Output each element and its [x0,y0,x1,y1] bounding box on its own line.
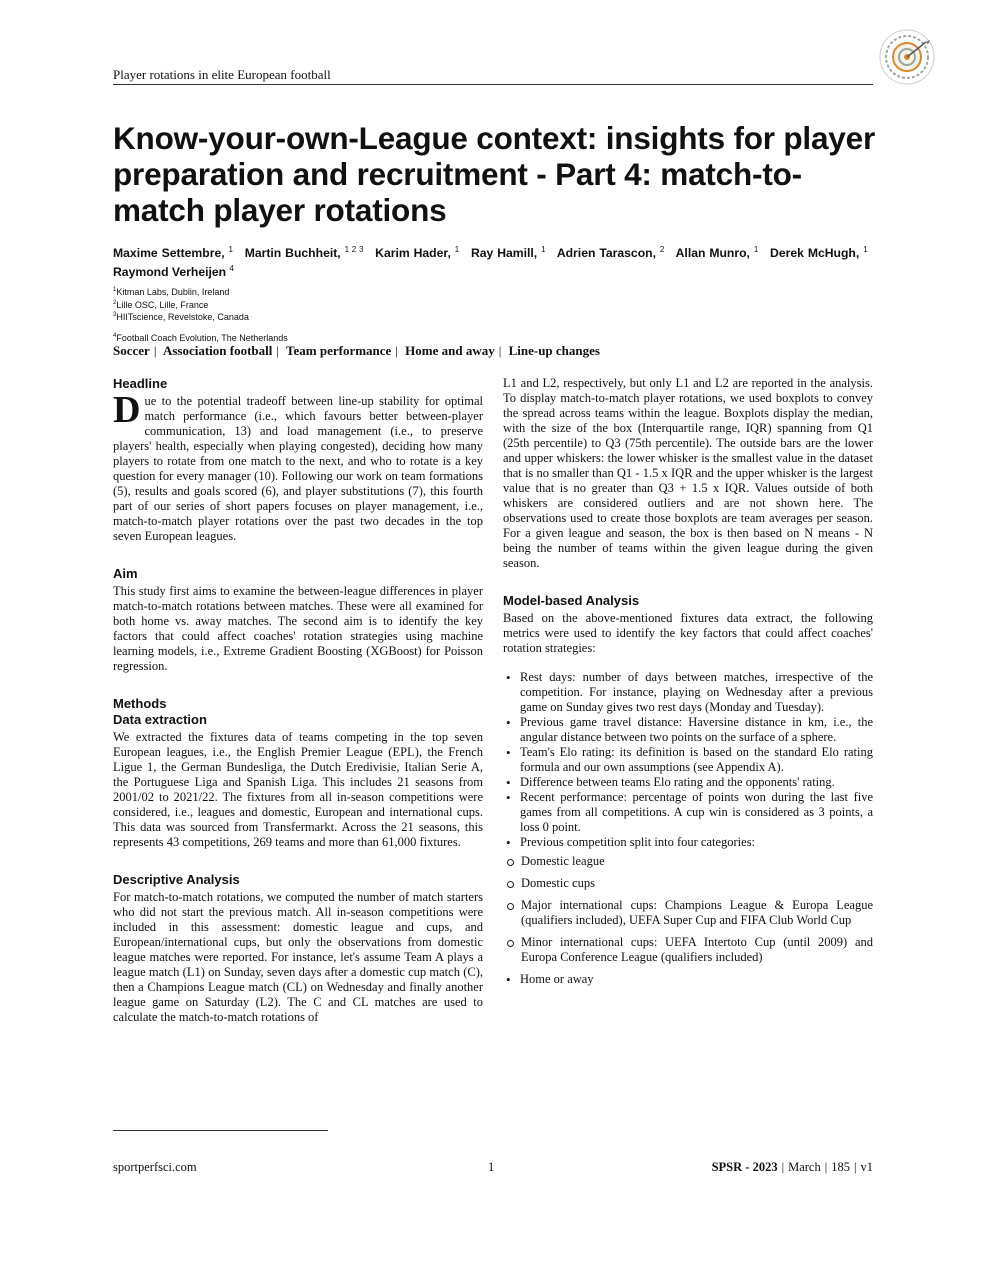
author: Ray Hamill, $^1$ [470,245,546,261]
methods-heading: Methods [113,696,167,711]
headline-paragraph: Due to the potential tradeoff between line-up stability for optimal match performance (i.e., which favours better between-player communication, 13) and load management (i.e., to preserve players' health, especially when playing congested), deciding how many players to rotate from one match to the next, and who to rotate is a key question for every manager (10). Following our work on team formations (5), results and goals scored (6), and player substitutions (7), this fourth part of our series of short papers focuses on player management, i.e., match-to-match player rotations over the past two decades in the top seven European leagues. [113,389,483,543]
aim-paragraph: This study first aims to examine the between-league differences in player match-to-match rotations between matches. These were all examined for both home vs. away matches. The second aim is to identify the key factors that could affect coaches' rotation strategies using machine learning models, i.e., Extreme Gradient Boosting (XGBoost) for Poisson regression. [113,584,483,673]
keyword: Line-up changes [508,343,600,358]
author: Derek McHugh, $^1$ [770,245,868,261]
header-rule [113,84,873,85]
left-column [113,376,483,1025]
affiliation: $^3$HIITscience, Revelstoke, Canada [113,312,249,322]
author-list [113,242,875,280]
journal-name: SPSR - 2023 [711,1160,778,1174]
issue-month: March [788,1160,821,1174]
keyword-separator: | [498,343,502,358]
page-number: 1 [488,1160,495,1174]
competition-category-list [503,854,873,965]
metric-list [503,670,873,987]
keyword: Association football [162,343,273,358]
list-item: • Difference between teams Elo rating and the opponents' rating. [503,775,873,790]
drop-cap: D [113,389,141,431]
list-item: • Rest days: number of days between matches, irrespective of the competition. For instance, playing on Wednesday after a previous game on Sunday gives two rest days (Monday and Tuesday). [503,670,873,715]
aim-heading: Aim [113,566,138,581]
affiliation: $^4$Football Coach Evolution, The Netherlands [113,332,288,343]
keyword-separator: | [276,343,279,358]
author: Martin Buchheit, $^{1 2 3}$ [244,245,364,261]
keyword: Soccer [113,343,150,358]
affiliation-list [113,285,613,343]
keyword: Team performance [286,343,392,358]
list-item: • Previous game travel distance: Haversine distance in km, i.e., the angular distance between two points on the surface of a sphere. [503,715,873,745]
affiliation: $^2$Lille OSC, Lille, France [113,299,209,310]
keyword-separator: | [153,343,157,358]
keyword-separator: | [395,343,398,358]
paper-title: Know-your-own-League context: insights for player preparation and recruitment - Part 4: match-to-match player rotations [113,120,875,228]
affiliation: $^1$Kitman Labs, Dublin, Ireland [113,287,230,297]
model-analysis-heading: Model-based Analysis [503,593,640,608]
right-column [503,376,873,987]
descriptive-analysis-paragraph: For match-to-match rotations, we computed the number of match starters who did not start the previous match. All in-season competitions were included in this assessment: domestic league and cups, and European/international cups, but only the observations from domestic league matches were reported. For instance, let's assume Team A plays a league match (L1) on Sunday, seven days after a domestic cup match (C), then a Champions League match (CL) on Wednesday and finally another league game on Saturday (L2). The C and CL matches are used to calculate the match-to-match rotations of [113,890,483,1024]
model-analysis-intro: Based on the above-mentioned fixtures data extract, the following metrics were used to identify the key factors that could affect coaches' rotation strategies: [503,611,873,655]
running-header: Player rotations in elite European football [113,67,331,82]
list-item: Minor international cups: UEFA Intertoto Cup (until 2009) and Europa Conference League (qualifiers included) [503,935,873,965]
headline-heading: Headline [113,376,168,391]
boxplot-method-paragraph: L1 and L2, respectively, but only L1 and L2 are reported in the analysis. To display match-to-match player rotations, we used boxplots to convey the spread across teams within the league. Boxplots display the median, with the size of the box (Interquartile range, IQR) spanning from Q1 (25th percentile) to Q3 (75th percentile). The outside bars are the lower and upper whiskers: the lower whisker is the smallest value in the dataset that is no smaller than Q1 - 1.5 x IQR and the upper whisker is the largest value that is no greater than Q3 + 1.5 x IQR. Values outside of both whiskers are considered outliers and are not shown here. The observations used to create those boxplots are team averages per season. For a given league and season, the box is then based on N means - N being the number of teams within the given league during the given season. [503,376,873,570]
list-item: • Recent performance: percentage of points won during the last five games from all competitions. A cup win is considered as 3 points, a loss 0 point. [503,790,873,835]
author: Adrien Tarascon, $^2$ [556,245,665,261]
author: Maxime Settembre, $^1$ [113,245,233,261]
issue-number: 185 [831,1160,850,1174]
data-extraction-heading: Data extraction [113,712,207,727]
sport-performance-science-badge-icon [878,28,936,86]
list-item: Major international cups: Champions League & Europa League (qualifiers included), UEFA Super Cup and FIFA Club World Cup [503,898,873,928]
version: v1 [860,1160,873,1174]
list-item: • Team's Elo rating: its definition is based on the standard Elo rating formula and our own assumptions (see Appendix A). [503,745,873,775]
author: Raymond Verheijen $^4$ [113,264,234,280]
author: Karim Hader, $^1$ [375,245,460,261]
descriptive-analysis-heading: Descriptive Analysis [113,872,240,887]
author: Allan Munro, $^1$ [675,245,759,261]
keyword-list [113,343,873,359]
footnote-rule [113,1130,328,1131]
keyword: Home and away [405,343,495,358]
data-extraction-paragraph: We extracted the fixtures data of teams competing in the top seven European leagues, i.e., the English Premier League (EPL), the French Ligue 1, the German Bundesliga, the Dutch Eredivisie, Italian Serie A, the Portuguese Liga and Spanish Liga. This includes 21 seasons from 2001/02 to 2021/22. The fixtures from all in-season competitions were considered, i.e., leagues and domestic, European and international cups. This data was sourced from Transfermarkt. Across the 21 seasons, this represents 43 competitions, 269 teams and more than 61,000 fixtures. [113,730,483,849]
footer-citation: SPSR - 2023 | March | 185 | v1 [711,1160,873,1174]
list-item: Domestic league [503,854,873,869]
footer-site-link[interactable]: sportperfsci.com [113,1160,197,1174]
list-item: Domestic cups [503,876,873,891]
list-item: • Home or away [503,972,873,987]
list-item: • Previous competition split into four categories: Domestic league Domestic cups Major international cups: Champions League & Europa League (qualifiers included), UEFA Super Cup and FIFA Club World Cup Minor international cups: UEFA Intertoto Cup (until 2009) and Europa Conference League (qualifiers included) [503,835,873,965]
